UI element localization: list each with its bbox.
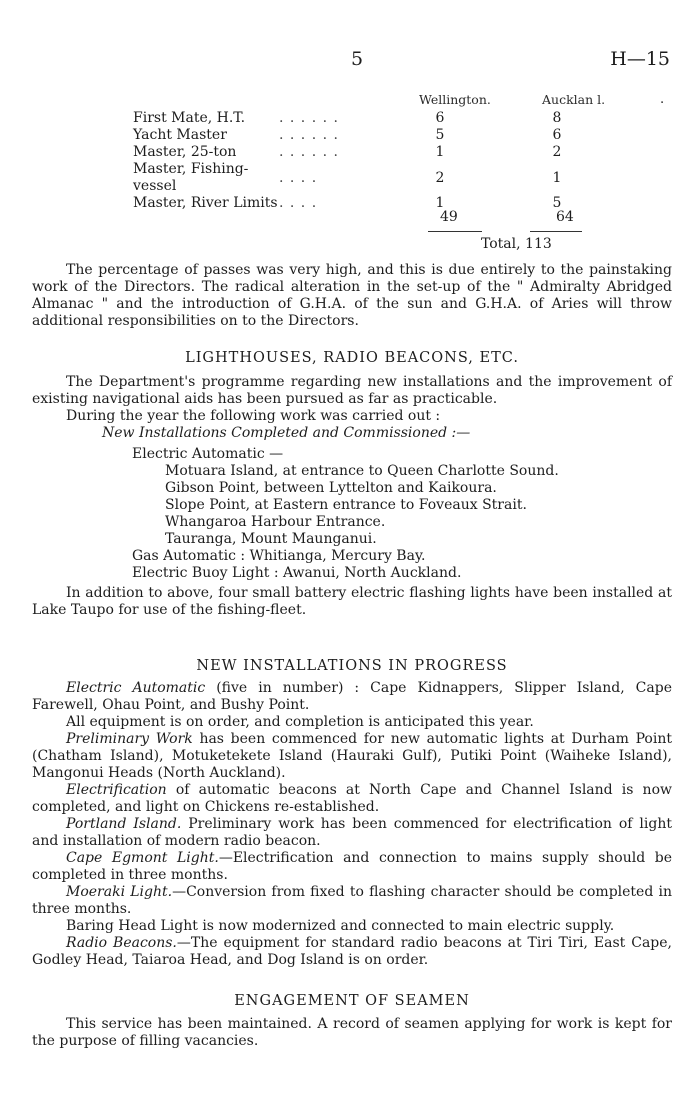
paragraph-lead: Cape Egmont Light. (66, 850, 219, 866)
wellington-total: 49 (440, 209, 458, 225)
seamen-heading: ENGAGEMENT OF SEAMEN (234, 993, 470, 1009)
work-carried-out: During the year the following work was carried out : (66, 408, 441, 424)
new-installations-heading: NEW INSTALLATIONS IN PROGRESS (196, 658, 508, 674)
page-number: 5 (351, 48, 364, 70)
lighthouses-heading: LIGHTHOUSES, RADIO BEACONS, ETC. (185, 350, 519, 366)
page-reference: H—15 (610, 48, 670, 70)
passes-paragraph: The percentage of passes was very high, and this is due entirely to the painstaking work of the Directors. The radical alteration in the set-up of the " Admiralty Abridged Almanac " and the introduction of G.H.A. of the sun and G.H.A. of Aries will throw additional responsibilities on to the Directors. (32, 262, 672, 329)
lighthouses-section (32, 350, 672, 619)
paragraph-text: —Electrification and connection to mains supply should be completed in three months. (32, 850, 672, 883)
paragraph-lead: Portland Island. (66, 816, 182, 832)
programme-paragraph: The Department's programme regarding new installations and the improvement of existing navigational aids has been pursued as far as practicable. (32, 374, 672, 407)
paragraph-text: has been commenced for new automatic lights at Durham Point (Chatham Island), Motuketekete Island (Hauraki Gulf), Putiki Point (Waiheke Island), Mangonui Heads (North Auckland). (32, 731, 672, 781)
lake-taupo-paragraph: In addition to above, four small battery electric flashing lights have been installed at Lake Taupo for use of the fishing-fleet. (32, 585, 672, 618)
leader-dots: . . . . . . (279, 110, 339, 126)
paragraph-text: Baring Head Light is now modernized and connected to main electric supply. (66, 918, 615, 934)
list-item: Slope Point, at Eastern entrance to Foveaux Strait. (165, 497, 527, 513)
grand-total: Total, 113 (481, 236, 552, 252)
paragraph-text: of automatic beacons at North Cape and Channel Island is now completed, and light on Chickens re-established. (32, 782, 672, 815)
column-header-wellington: Wellington. (419, 92, 491, 107)
auckland-value: 1 (552, 169, 562, 186)
row-name: Master, Fishing-vessel (133, 161, 249, 194)
table-row (133, 110, 572, 127)
paragraph-lead: Radio Beacons. (66, 935, 177, 951)
row-name: First Mate, H.T. (133, 110, 246, 126)
installation-paragraph (32, 884, 672, 918)
list-item: Tauranga, Mount Maunganui. (165, 531, 377, 547)
row-name: Yacht Master (133, 127, 227, 143)
installation-paragraph (32, 816, 672, 850)
completed-subheading: New Installations Completed and Commissioned :— (102, 425, 471, 441)
installation-paragraph (32, 918, 672, 935)
paragraph-text: —The equipment for standard radio beacons at Tiri Tiri, East Cape, Godley Head, Taiaroa Head, and Dog Island is on order. (32, 935, 672, 968)
gas-automatic-line: Gas Automatic : Whitianga, Mercury Bay. (132, 548, 426, 564)
paragraph-text: Preliminary work has been commenced for electrification of light and installation of modern radio beacon. (32, 816, 672, 849)
installation-paragraph (32, 731, 672, 782)
row-name: Master, 25-ton (133, 144, 237, 160)
list-item: Gibson Point, between Lyttelton and Kaikoura. (165, 480, 497, 496)
installation-paragraph (32, 782, 672, 816)
auckland-value: 2 (552, 144, 562, 160)
total-rule (428, 231, 482, 232)
installation-paragraph (32, 714, 672, 731)
electric-buoy-line: Electric Buoy Light : Awanui, North Auckland. (132, 565, 462, 581)
stray-mark: . (660, 92, 665, 107)
wellington-value: 2 (435, 169, 445, 186)
paragraph-text: (five in number) : Cape Kidnappers, Slipper Island, Cape Farewell, Ohau Point, and Bushy Point. (32, 680, 672, 713)
installation-paragraph (32, 680, 672, 714)
wellington-value: 5 (435, 127, 445, 143)
paragraph-lead: Electrification (66, 782, 167, 798)
leader-dots: . . . . . . (279, 144, 339, 160)
table-row (133, 195, 572, 212)
wellington-value: 1 (435, 195, 445, 211)
table-row (133, 161, 572, 195)
paragraph-text: All equipment is on order, and completion is anticipated this year. (66, 714, 534, 730)
auckland-value: 6 (552, 127, 562, 143)
passes-section (32, 262, 672, 330)
total-rule (530, 231, 582, 232)
wellington-value: 6 (435, 110, 445, 126)
new-installations-section (32, 658, 672, 969)
paragraph-lead: Moeraki Light. (66, 884, 173, 900)
installation-paragraph (32, 850, 672, 884)
paragraph-lead: Electric Automatic (66, 680, 206, 696)
table-row (133, 127, 572, 144)
leader-dots: . . . . (279, 195, 318, 211)
paragraph-lead: Preliminary Work (66, 731, 193, 747)
auckland-value: 5 (552, 195, 562, 211)
seamen-paragraph: This service has been maintained. A record of seamen applying for work is kept for the purpose of filling vacancies. (32, 1016, 672, 1049)
table-row (133, 144, 572, 161)
list-item: Motuara Island, at entrance to Queen Charlotte Sound. (165, 463, 559, 479)
installation-paragraph (32, 935, 672, 969)
list-item: Whangaroa Harbour Entrance. (165, 514, 386, 530)
seamen-section (32, 993, 672, 1050)
auckland-value: 8 (552, 110, 562, 126)
paragraph-text: —Conversion from fixed to flashing character should be completed in three months. (32, 884, 672, 917)
auckland-total: 64 (556, 209, 574, 225)
exam-results-table (133, 110, 572, 212)
wellington-value: 1 (435, 144, 445, 160)
leader-dots: . . . . . . (279, 127, 339, 143)
row-name: Master, River Limits (133, 195, 278, 211)
electric-automatic-label: Electric Automatic — (132, 446, 284, 462)
leader-dots: . . . . (279, 169, 318, 186)
column-header-auckland: Aucklan l. (542, 92, 606, 107)
